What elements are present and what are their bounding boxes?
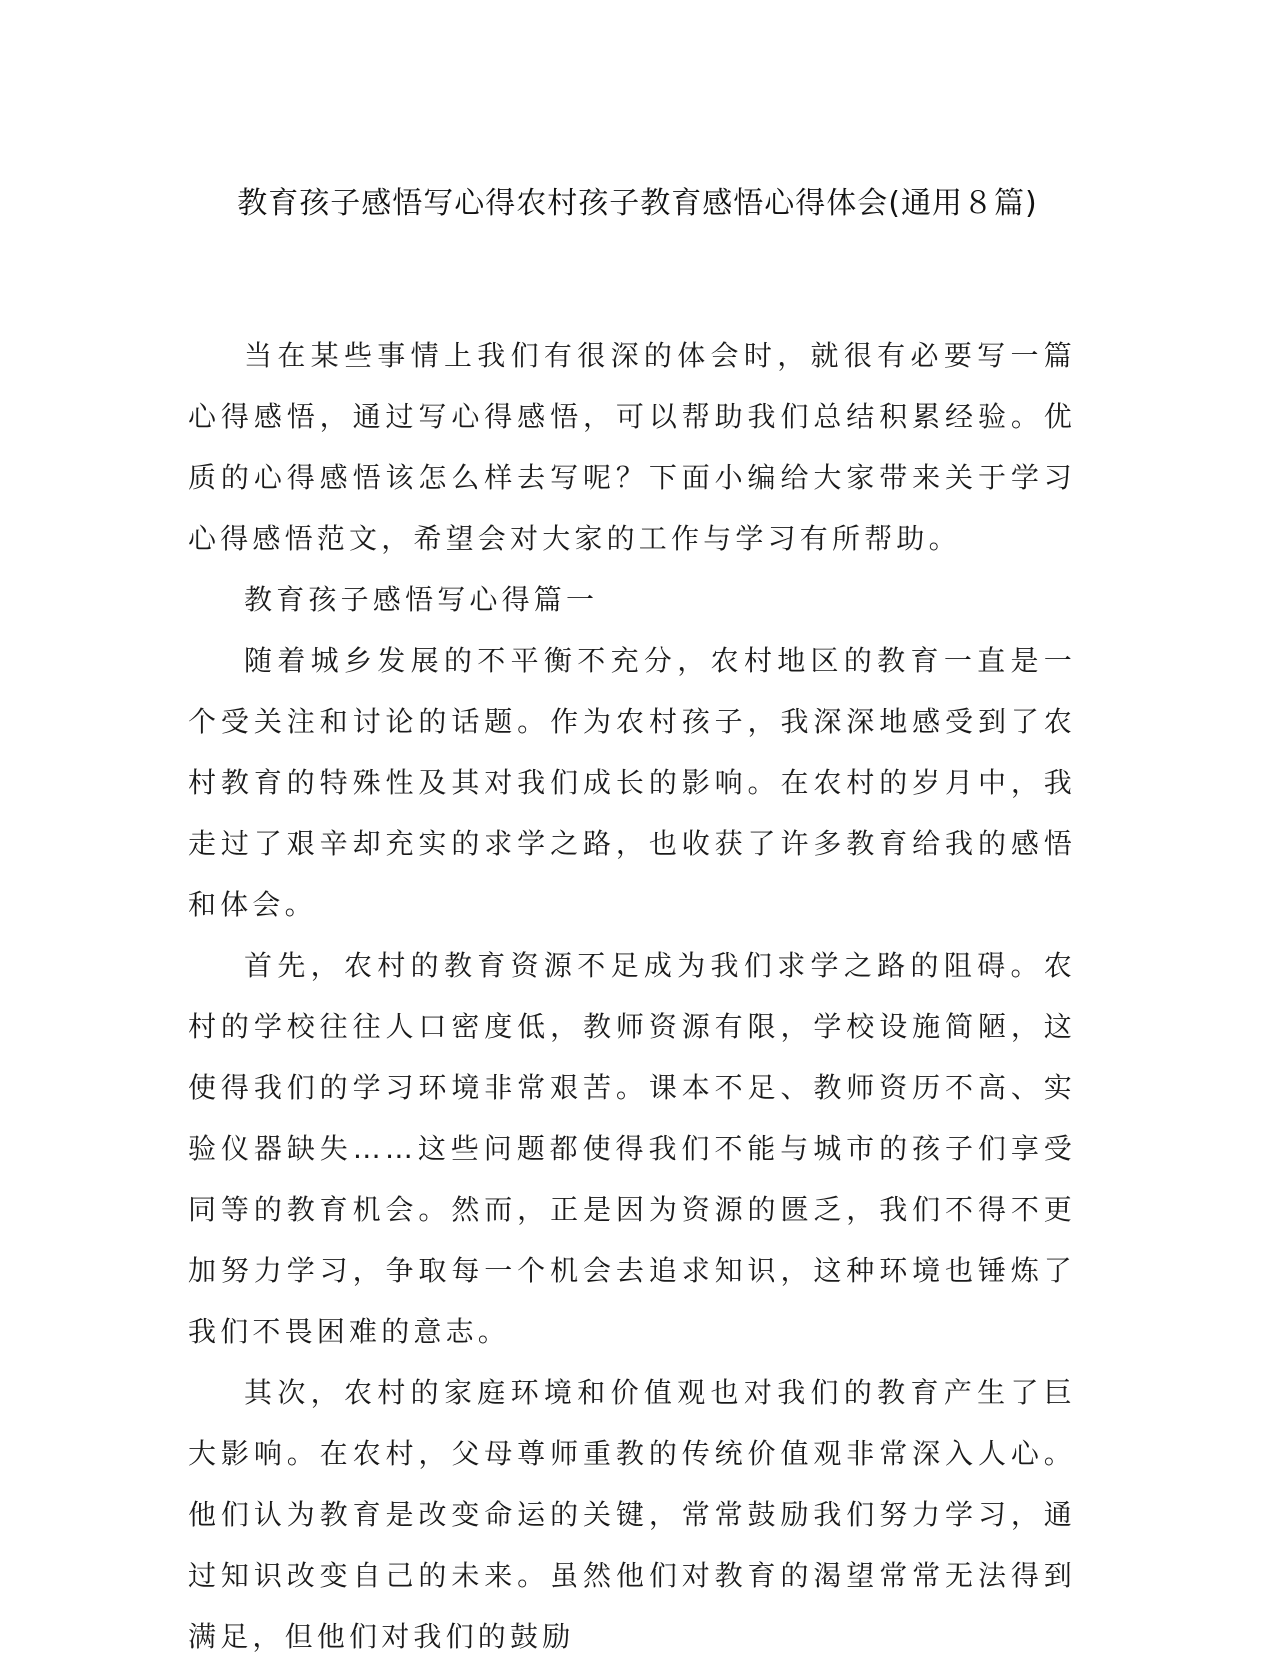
paragraph-resources: 首先，农村的教育资源不足成为我们求学之路的阻碍。农村的学校往往人口密度低，教师资源有限，学校设施简陋，这使得我们的学习环境非常艰苦。课本不足、教师资历不高、实验仪器缺失……这些问题都使得我们不能与城市的孩子们享受同等的教育机会。然而，正是因为资源的匮乏，我们不得不更加努力学习，争取每一个机会去追求知识，这种环境也锤炼了我们不畏困难的意志。 [188,949,1076,1348]
paragraph-rural-education: 随着城乡发展的不平衡不充分，农村地区的教育一直是一个受关注和讨论的话题。作为农村孩子，我深深地感受到了农村教育的特殊性及其对我们成长的影响。在农村的岁月中，我走过了艰辛却充实的求学之路，也收获了许多教育给我的感悟和体会。 [188,644,1076,921]
document-body [188,325,1076,1667]
document-title: 教育孩子感悟写心得农村孩子教育感悟心得体会(通用８篇) [237,186,1038,221]
paragraph-intro: 当在某些事情上我们有很深的体会时，就很有必要写一篇心得感悟，通过写心得感悟，可以帮助我们总结积累经验。优质的心得感悟该怎么样去写呢？下面小编给大家带来关于学习心得感悟范文，希望会对大家的工作与学习有所帮助。 [188,339,1076,555]
section-heading-part-one: 教育孩子感悟写心得篇一 [244,583,599,616]
paragraph-family-values: 其次，农村的家庭环境和价值观也对我们的教育产生了巨大影响。在农村，父母尊师重教的传统价值观非常深入人心。他们认为教育是改变命运的关键，常常鼓励我们努力学习，通过知识改变自己的未来。虽然他们对教育的渴望常常无法得到满足，但他们对我们的鼓励 [188,1376,1076,1653]
